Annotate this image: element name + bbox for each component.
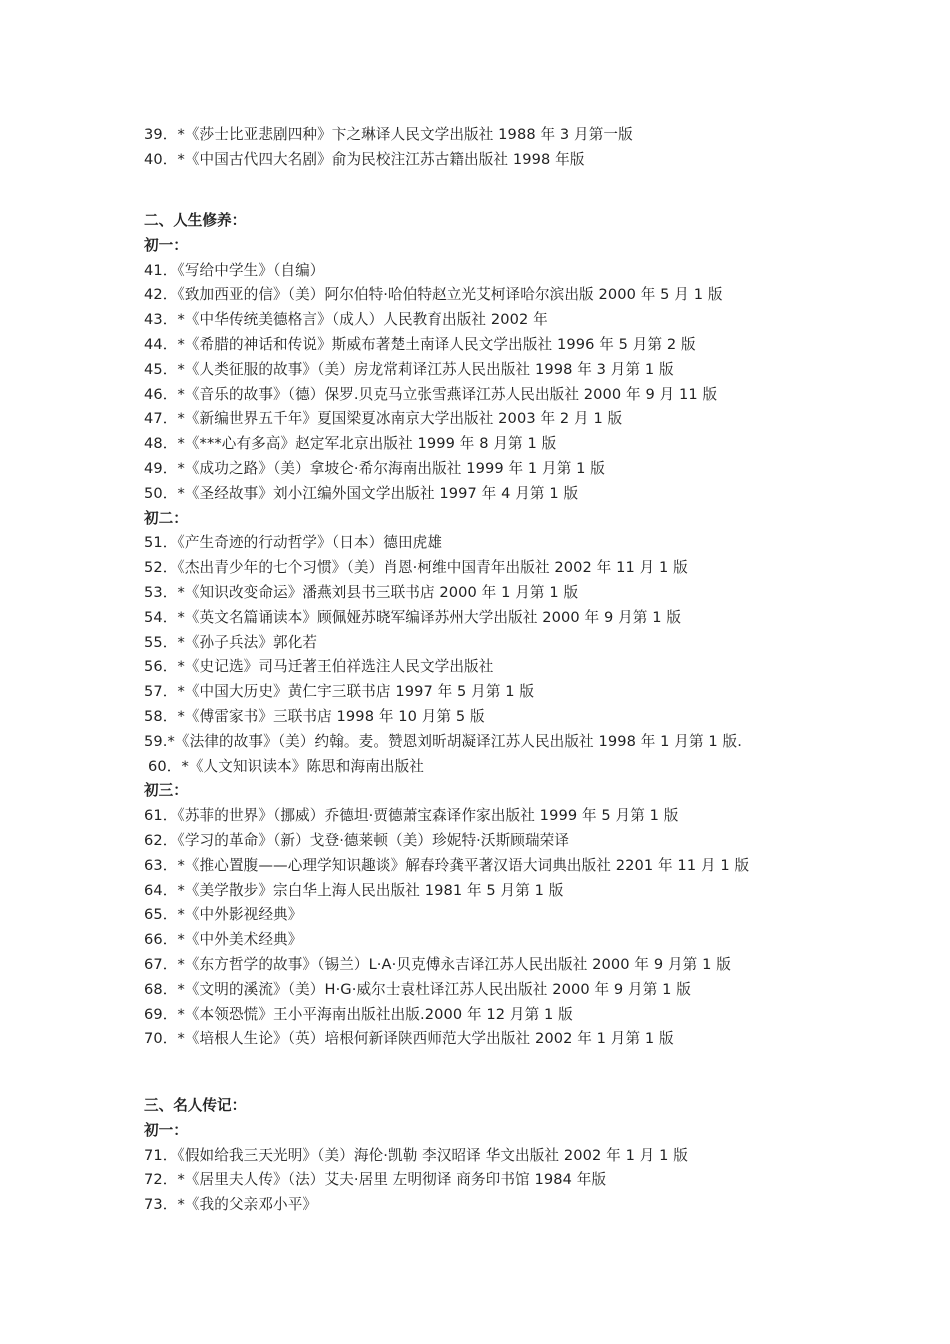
- section-heading: 三、名人传记：: [144, 1097, 247, 1114]
- section-biographies: [144, 1094, 934, 1218]
- list-item: 40．*《中国古代四大名剧》俞为民校注江苏古籍出版社 1998 年版: [144, 150, 585, 168]
- list-item: 70．*《培根人生论》（英）培根何新译陕西师范大学出版社 2002 年 1 月第 1 版: [144, 1030, 674, 1048]
- list-item: 65．*《中外影视经典》: [144, 906, 303, 924]
- list-item: 64．*《美学散步》宗白华上海人民出版社 1981 年 5 月第 1 版: [144, 881, 564, 899]
- list-item: 62．《学习的革命》（新）戈登·德莱顿（美）珍妮特·沃斯顾瑞荣译: [144, 831, 570, 849]
- list-item: 50．*《圣经故事》刘小江编外国文学出版社 1997 年 4 月第 1 版: [144, 484, 579, 502]
- list-item: 63．*《推心置腹——心理学知识趣谈》解春玲龚平著汉语大词典出版社 2201 年 11 月 1 版: [144, 856, 750, 874]
- list-item: 49．*《成功之路》（美）拿坡仑·希尔海南出版社 1999 年 1 月第 1 版: [144, 459, 606, 477]
- list-item: 57．*《中国大历史》黄仁宇三联书店 1997 年 5 月第 1 版: [144, 683, 535, 701]
- list-item: 54．*《英文名篇诵读本》顾佩娅苏晓军编译苏州大学出版社 2000 年 9 月第 1 版: [144, 608, 682, 626]
- list-item: 60．*《人文知识读本》陈思和海南出版社: [148, 757, 424, 775]
- list-item: 42．《致加西亚的信》（美）阿尔伯特·哈伯特赵立光艾柯译哈尔滨出版 2000 年 5 月 1 版: [144, 286, 723, 304]
- list-item: 48．*《***心有多高》赵定军北京出版社 1999 年 8 月第 1 版: [144, 435, 557, 453]
- list-item: 41．《写给中学生》（自编）: [144, 261, 325, 279]
- grade-label: 初一：: [144, 236, 188, 254]
- list-item: 44．*《希腊的神话和传说》斯威布著楚土南译人民文学出版社 1996 年 5 月第 2 版: [144, 335, 696, 353]
- list-item: 66．*《中外美术经典》: [144, 931, 303, 949]
- list-item: 53．*《知识改变命运》潘燕刘县书三联书店 2000 年 1 月第 1 版: [144, 583, 579, 601]
- list-item: 51．《产生奇迹的行动哲学》（日本）德田虎雄: [144, 534, 443, 552]
- list-item: 59.*《法律的故事》（美）约翰。麦。赞恩刘昕胡凝译江苏人民出版社 1998 年 1 月第 1 版.: [144, 732, 742, 750]
- list-item: 39．*《莎士比亚悲剧四种》卞之琳译人民文学出版社 1988 年 3 月第一版: [144, 126, 633, 143]
- grade-label: 初二：: [144, 509, 188, 527]
- list-item: 58．*《傅雷家书》三联书店 1998 年 10 月第 5 版: [144, 707, 485, 725]
- grade-label: 初一：: [144, 1121, 188, 1139]
- list-item: 61．《苏菲的世界》（挪威）乔德坦·贾德萧宝森译作家出版社 1999 年 5 月第 1 版: [144, 807, 679, 825]
- section-heading: 二、人生修养：: [144, 212, 247, 229]
- list-item: 43．*《中华传统美德格言》（成人）人民教育出版社 2002 年: [144, 311, 548, 329]
- grade-label: 初三：: [144, 782, 188, 800]
- list-item: 71．《假如给我三天光明》（美）海伦·凯勒 李汉昭译 华文出版社 2002 年 1 月 1 版: [144, 1146, 688, 1164]
- list-item: 46．*《音乐的故事》（德）保罗.贝克马立张雪燕译江苏人民出版社 2000 年 9 月 11 版: [144, 385, 718, 403]
- section-personal-cultivation: [144, 209, 934, 1052]
- list-item: 52．《杰出青少年的七个习惯》（美）肖恩·柯维中国青年出版社 2002 年 11 月 1 版: [144, 559, 688, 577]
- list-item: 67．*《东方哲学的故事》（锡兰）L·A·贝克傅永吉译江苏人民出版社 2000 年 9 月第 1 版: [144, 955, 731, 973]
- list-item: 72．*《居里夫人传》（法）艾夫·居里 左明彻译 商务印书馆 1984 年版: [144, 1171, 607, 1189]
- book-list-continued: [144, 123, 934, 173]
- list-item: 45．*《人类征服的故事》（美）房龙常莉译江苏人民出版社 1998 年 3 月第 1 版: [144, 360, 674, 378]
- list-item: 68．*《文明的溪流》（美）H·G·威尔士袁杜译江苏人民出版社 2000 年 9 月第 1 版: [144, 980, 691, 998]
- list-item: 56．*《史记选》司马迁著王伯祥选注人民文学出版社: [144, 658, 494, 676]
- list-item: 55．*《孙子兵法》郭化若: [144, 633, 318, 651]
- list-item: 69．*《本领恐慌》王小平海南出版社出版.2000 年 12 月第 1 版: [144, 1005, 573, 1023]
- list-item: 47．*《新编世界五千年》夏国梁夏冰南京大学出版社 2003 年 2 月 1 版: [144, 410, 623, 428]
- list-item: 73．*《我的父亲邓小平》: [144, 1196, 318, 1214]
